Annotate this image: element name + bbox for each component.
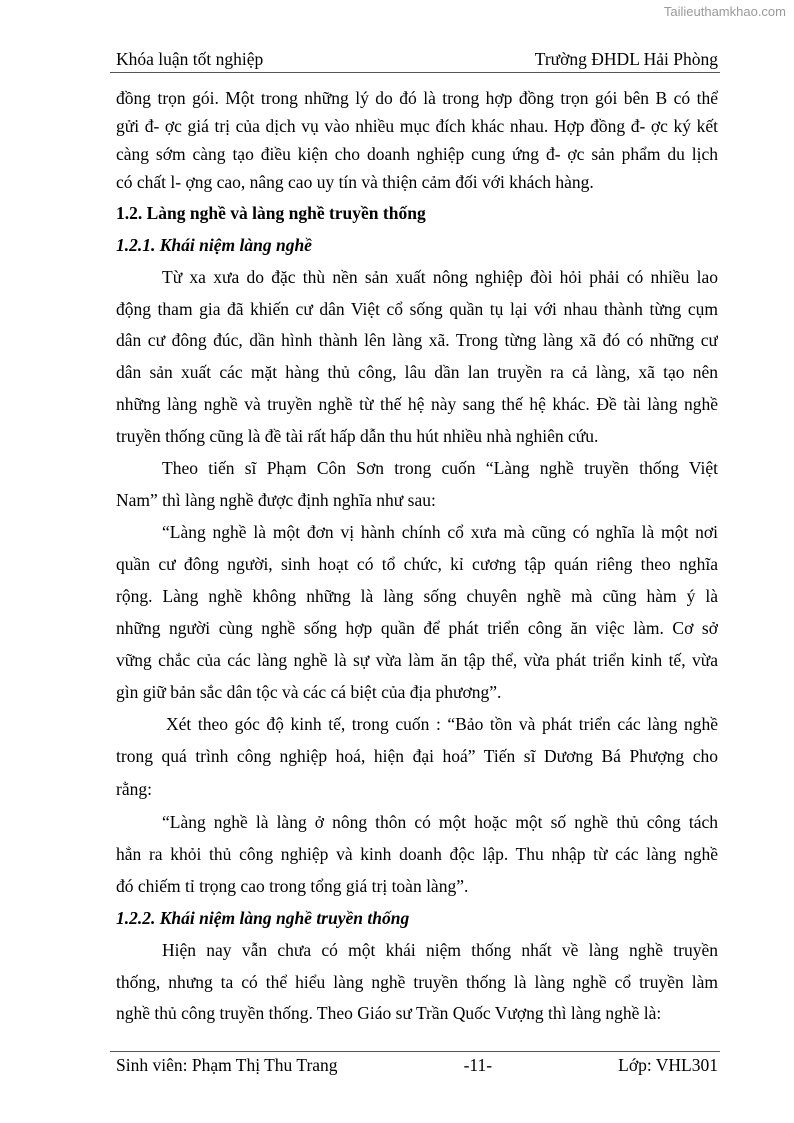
text-line: “Làng nghề là một đơn vị hành chính cổ xưa mà cũng có nghĩa là một nơi (162, 522, 718, 542)
text-line: dân cư đông đúc, dần hình thành lên làng xã. Trong từng làng xã đó có những cư (116, 330, 718, 350)
text-line: thống, nhưng ta có thể hiểu làng nghề truyền thống là làng nghề cổ truyền làm (116, 972, 718, 992)
text-line: rằng: (116, 779, 152, 799)
text-line: những người cùng nghề sống hợp quần để phát triển công ăn việc làm. Cơ sở (116, 618, 718, 638)
text-line: dân sản xuất các mặt hàng thủ công, lâu dần lan truyền ra cả làng, xã tạo nên (116, 362, 718, 382)
text-line: những làng nghề và truyền nghề từ thế hệ này sang thế hệ khác. Đề tài làng nghề (116, 394, 718, 414)
page-footer (116, 1055, 718, 1076)
text-line: đó chiếm tỉ trọng cao trong tổng giá trị toàn làng”. (116, 876, 469, 896)
page-number: -11- (463, 1055, 493, 1075)
text-line: rộng. Làng nghề không những là làng sống chuyên nghề mà cũng hàm ý là (116, 586, 718, 606)
footer-student: Sinh viên: Phạm Thị Thu Trang (116, 1055, 338, 1075)
page-header (116, 49, 718, 70)
text-line: Từ xa xưa do đặc thù nền sản xuất nông nghiệp đòi hỏi phải có nhiều lao (162, 267, 718, 287)
text-line: Nam” thì làng nghề được định nghĩa như sau: (116, 490, 436, 510)
header-right: Trường ĐHDL Hải Phòng (534, 49, 718, 69)
footer-class: Lớp: VHL301 (618, 1055, 718, 1075)
section-heading: 1.2. Làng nghề và làng nghề truyền thống (116, 203, 426, 223)
subsection-heading: 1.2.1. Khái niệm làng nghề (116, 235, 312, 255)
text-line: Hiện nay vẫn chưa có một khái niệm thống nhất về làng nghề truyền (162, 940, 718, 960)
text-line: trong quá trình công nghiệp hoá, hiện đại hoá” Tiến sĩ Dương Bá Phượng cho (116, 746, 718, 766)
text-line: có chất l- ợng cao, nâng cao uy tín và thiện cảm đối với khách hàng. (116, 172, 594, 192)
footer-rule (110, 1051, 720, 1052)
subsection-heading: 1.2.2. Khái niệm làng nghề truyền thống (116, 908, 410, 928)
text-line: truyền thống cũng là đề tài rất hấp dẫn thu hút nhiều nhà nghiên cứu. (116, 426, 599, 446)
text-line: “Làng nghề là làng ở nông thôn có một hoặc một số nghề thủ công tách (162, 812, 718, 832)
text-line: nghề thủ công truyền thống. Theo Giáo sư Trần Quốc Vượng thì làng nghề là: (116, 1003, 662, 1023)
header-rule (110, 72, 720, 73)
text-line: vững chắc của các làng nghề là sự vừa làm ăn tập thể, vừa phát triển kinh tế, vừa (116, 650, 718, 670)
text-line: hẳn ra khỏi thủ công nghiệp và kinh doanh độc lập. Thu nhập từ các làng nghề (116, 844, 718, 864)
text-line: Xét theo góc độ kinh tế, trong cuốn : “Bảo tồn và phát triển các làng nghề (166, 714, 718, 734)
text-line: càng sớm càng tạo điều kiện cho doanh nghiệp cung ứng đ- ợc sản phẩm du lịch (116, 144, 718, 164)
text-line: Theo tiến sĩ Phạm Côn Sơn trong cuốn “Làng nghề truyền thống Việt (162, 458, 718, 478)
text-line: gửi đ- ợc giá trị của dịch vụ vào nhiều mục đích khác nhau. Hợp đồng đ- ợc ký kết (116, 116, 718, 136)
text-line: đồng trọn gói. Một trong những lý do đó là trong hợp đồng trọn gói bên B có thể (116, 88, 718, 108)
watermark: Tailieuthamkhao.com (663, 4, 786, 19)
header-left: Khóa luận tốt nghiệp (116, 49, 264, 69)
text-line: động tham gia đã khiến cư dân Việt cổ sống quần tụ lại với nhau thành từng cụm (116, 299, 718, 319)
text-line: gìn giữ bản sắc dân tộc và các cá biệt của địa phương”. (116, 682, 502, 702)
text-line: quần cư đông người, sinh hoạt có tổ chức, kỉ cương tập quán riêng theo nghĩa (116, 554, 718, 574)
